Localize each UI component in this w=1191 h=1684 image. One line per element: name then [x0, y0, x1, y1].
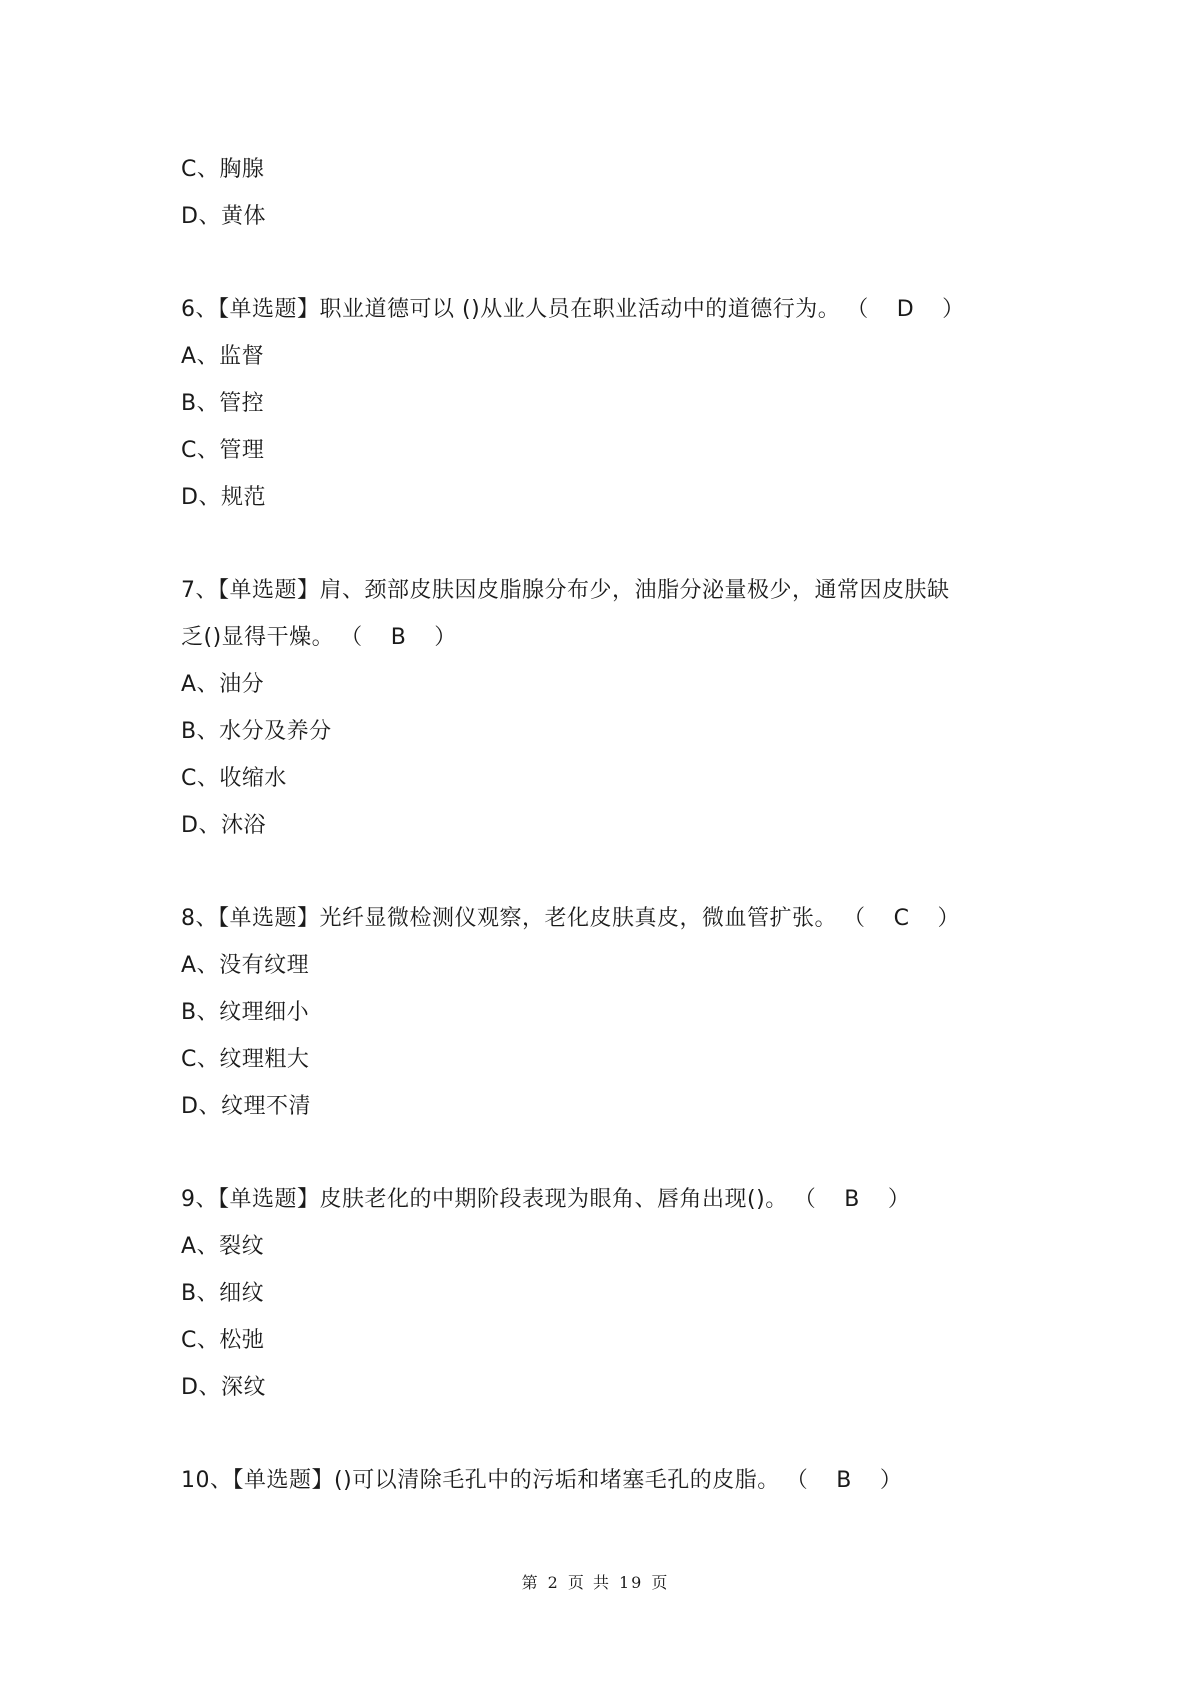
option-text: 规范 [220, 485, 266, 510]
answer-letter: B [844, 1187, 860, 1212]
option-line [181, 661, 1021, 708]
option-text: 纹理不清 [220, 1094, 311, 1119]
option-label: C [181, 438, 197, 463]
option-text: 松弛 [219, 1328, 265, 1353]
answer-key: （ D ） [846, 286, 964, 333]
question-text: 皮肤老化的中期阶段表现为眼角、唇角出现()。 [319, 1187, 788, 1212]
option-label: B [181, 719, 197, 744]
option-line [181, 146, 1021, 193]
answer-key: （ B ） [794, 1176, 911, 1223]
question-number: 9 [181, 1187, 196, 1212]
question-stem-continued [181, 614, 1021, 661]
option-label: A [181, 953, 197, 978]
option-label: C [181, 1047, 197, 1072]
option-text: 裂纹 [219, 1234, 265, 1259]
separator: 、 [196, 344, 220, 369]
question-stem [181, 567, 1021, 614]
separator: 、 [196, 157, 220, 182]
separator: 、 [198, 1094, 221, 1119]
question-7 [181, 567, 1021, 849]
separator: 、 [196, 672, 220, 697]
question-type: 【单选题】 [218, 1187, 320, 1212]
separator: 、 [196, 391, 220, 416]
total-page-count: 19 [618, 1573, 644, 1592]
option-label: C [181, 157, 197, 182]
question-text: 肩、颈部皮肤因皮脂腺分布少，油脂分泌量极少，通常因皮肤缺 [319, 578, 950, 603]
answer-letter: C [893, 906, 910, 931]
option-text: 没有纹理 [219, 953, 310, 978]
option-text: 纹理细小 [219, 1000, 310, 1025]
question-number: 7 [181, 578, 196, 603]
separator: 、 [196, 953, 220, 978]
question-type: 【单选题】 [232, 1468, 335, 1493]
question-stem [181, 1176, 1021, 1223]
answer-key: （ B ） [340, 614, 457, 661]
answer-key: （ B ） [786, 1457, 903, 1504]
option-text: 沐浴 [220, 813, 266, 838]
question-list [181, 146, 1021, 1504]
option-label: A [181, 1234, 197, 1259]
option-line [181, 1270, 1021, 1317]
option-label: A [181, 672, 197, 697]
option-line [181, 802, 1021, 849]
option-line [181, 380, 1021, 427]
question-stem [181, 1457, 1021, 1504]
option-text: 黄体 [220, 204, 266, 229]
answer-letter: D [896, 297, 915, 322]
option-text: 纹理粗大 [219, 1047, 310, 1072]
option-text: 深纹 [220, 1375, 266, 1400]
footer-middle: 页 共 [567, 1573, 611, 1592]
question-10 [181, 1457, 1021, 1504]
option-text: 细纹 [219, 1281, 265, 1306]
option-label: B [181, 1000, 197, 1025]
option-label: B [181, 391, 197, 416]
option-line [181, 1036, 1021, 1083]
option-line [181, 942, 1021, 989]
question-text: 乏()显得干燥。 [181, 625, 335, 650]
option-text: 收缩水 [219, 766, 287, 791]
separator: 、 [198, 813, 221, 838]
question-type: 【单选题】 [218, 578, 320, 603]
current-page-number: 2 [547, 1573, 560, 1592]
option-line [181, 1223, 1021, 1270]
separator: 、 [210, 1468, 233, 1493]
separator: 、 [198, 204, 221, 229]
question-stem [181, 286, 1021, 333]
page-footer [0, 1570, 1191, 1593]
separator: 、 [196, 719, 220, 744]
option-line [181, 333, 1021, 380]
option-line [181, 755, 1021, 802]
question-number: 8 [181, 906, 196, 931]
answer-key: （ C ） [843, 895, 960, 942]
separator: 、 [195, 1187, 219, 1212]
option-label: C [181, 766, 197, 791]
answer-letter: B [836, 1468, 852, 1493]
option-label: D [181, 204, 199, 229]
option-label: C [181, 1328, 197, 1353]
option-label: D [181, 1094, 199, 1119]
question-6 [181, 286, 1021, 521]
separator: 、 [195, 578, 219, 603]
separator: 、 [196, 1281, 220, 1306]
option-text: 管控 [219, 391, 265, 416]
question-text: ()可以清除毛孔中的污垢和堵塞毛孔的皮脂。 [334, 1468, 780, 1493]
option-line [181, 474, 1021, 521]
question-stem [181, 895, 1021, 942]
option-line [181, 1083, 1021, 1130]
separator: 、 [196, 1000, 220, 1025]
separator: 、 [198, 485, 221, 510]
option-line [181, 708, 1021, 755]
question-text: 光纤显微检测仪观察，老化皮肤真皮，微血管扩张。 [319, 906, 838, 931]
question-number: 10 [181, 1468, 210, 1493]
option-label: B [181, 1281, 197, 1306]
footer-prefix: 第 [521, 1573, 540, 1592]
option-line [181, 193, 1021, 240]
option-label: D [181, 813, 199, 838]
option-line [181, 1364, 1021, 1411]
option-text: 胸腺 [219, 157, 265, 182]
separator: 、 [195, 906, 219, 931]
option-text: 监督 [219, 344, 265, 369]
separator: 、 [196, 1047, 220, 1072]
option-line [181, 989, 1021, 1036]
option-text: 管理 [219, 438, 265, 463]
option-label: D [181, 485, 199, 510]
separator: 、 [196, 438, 220, 463]
footer-suffix: 页 [651, 1573, 670, 1592]
question-text: 职业道德可以 ()从业人员在职业活动中的道德行为。 [319, 297, 841, 322]
question-9 [181, 1176, 1021, 1411]
option-text: 水分及养分 [219, 719, 332, 744]
question-type: 【单选题】 [218, 297, 320, 322]
separator: 、 [196, 1328, 220, 1353]
question-number: 6 [181, 297, 196, 322]
option-line [181, 427, 1021, 474]
separator: 、 [196, 766, 220, 791]
separator: 、 [196, 1234, 220, 1259]
separator: 、 [198, 1375, 221, 1400]
option-line [181, 1317, 1021, 1364]
separator: 、 [195, 297, 219, 322]
option-text: 油分 [219, 672, 265, 697]
option-label: A [181, 344, 197, 369]
answer-letter: B [390, 625, 407, 650]
question-type: 【单选题】 [218, 906, 320, 931]
question-8 [181, 895, 1021, 1130]
option-label: D [181, 1375, 199, 1400]
continued-options [181, 146, 1021, 240]
